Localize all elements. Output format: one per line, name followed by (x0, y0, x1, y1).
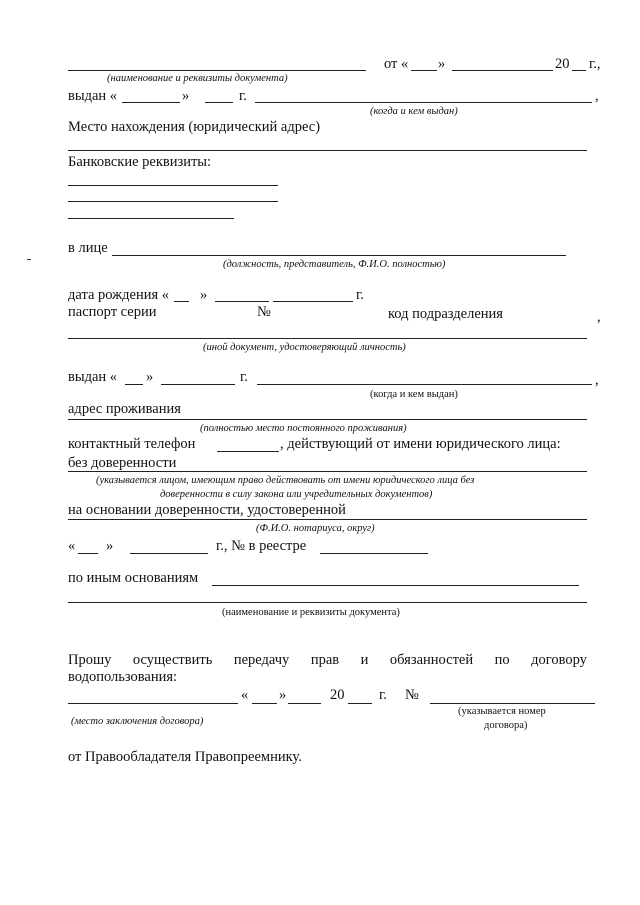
person-issued-by-line[interactable] (257, 384, 592, 385)
person-issued-label: выдан « (68, 369, 118, 385)
no-power-line[interactable] (68, 471, 587, 472)
contract-year-prefix: 20 (330, 687, 345, 703)
from-day-line[interactable] (411, 70, 437, 71)
from-year-line[interactable] (572, 70, 586, 71)
power-registry-label: г., № в реестре (216, 538, 307, 554)
address-label: адрес проживания (68, 401, 181, 417)
issued-caption: (когда и кем выдан) (370, 106, 458, 117)
request-word: и (360, 652, 369, 668)
person-issued-caption: (когда и кем выдан) (370, 389, 458, 400)
person-issued-comma: , (595, 372, 599, 388)
location-line[interactable] (68, 150, 587, 151)
contract-number-caption-2: договора) (484, 720, 528, 731)
division-label: код подразделения (388, 306, 503, 322)
registry-number-line[interactable] (320, 553, 428, 554)
from-quote-close: » (438, 56, 446, 72)
issued-quote-close: » (182, 88, 190, 104)
notary-caption: (Ф.И.О. нотариуса, округ) (256, 523, 375, 534)
birth-quote-close: » (200, 287, 208, 303)
margin-mark (27, 259, 31, 260)
location-label: Место нахождения (юридический адрес) (68, 119, 321, 135)
contract-quote-open: « (241, 687, 249, 703)
power-quote-close: » (106, 538, 114, 554)
contract-year-line[interactable] (348, 703, 372, 704)
person-issued-quote-close: » (146, 369, 154, 385)
person-issued-year: г. (240, 369, 248, 385)
power-quote-open: « (68, 538, 76, 554)
no-power-caption-1: (указывается лицом, имеющим право действовать от имени юридического лица без (96, 475, 475, 486)
birth-year-line[interactable] (273, 301, 353, 302)
request-line-2: водопользования: (68, 669, 178, 685)
contract-day-line[interactable] (252, 703, 277, 704)
issued-comma: , (595, 88, 599, 104)
contract-number-caption-1: (указывается номер (458, 706, 546, 717)
contract-year-suffix: г. (379, 687, 387, 703)
request-word: Прошу (68, 652, 112, 668)
birth-day-line[interactable] (174, 301, 189, 302)
request-word: договору (531, 652, 587, 668)
division-comma: , (597, 309, 601, 325)
contract-number-line[interactable] (430, 703, 595, 704)
other-grounds-label: по иным основаниям (68, 570, 199, 586)
issued-day-line[interactable] (122, 102, 180, 103)
passport-label: паспорт серии (68, 304, 157, 320)
from-year-prefix: 20 (555, 56, 570, 72)
phone-suffix: , действующий от имени юридического лица: (280, 436, 561, 452)
in-person-label: в лице (68, 240, 108, 256)
from-label: от « (384, 56, 409, 72)
contract-month-line[interactable] (288, 703, 321, 704)
request-word: осуществить (132, 652, 213, 668)
passport-number-sign: № (257, 304, 271, 320)
birth-year: г. (356, 287, 364, 303)
other-grounds-caption: (наименование и реквизиты документа) (222, 607, 400, 618)
bank-line-1[interactable] (68, 185, 278, 186)
document-name-line[interactable] (68, 70, 366, 71)
issued-month-line[interactable] (205, 102, 233, 103)
request-word: по (494, 652, 510, 668)
document-name-caption: (наименование и реквизиты документа) (107, 73, 288, 84)
person-issued-month-line[interactable] (161, 384, 235, 385)
request-closing: от Правообладателя Правопреемнику. (68, 749, 302, 765)
birth-month-line[interactable] (215, 301, 269, 302)
address-line[interactable] (68, 419, 587, 420)
identity-document-line[interactable] (68, 338, 587, 339)
from-year-suffix: г., (589, 56, 601, 72)
person-issued-day-line[interactable] (125, 384, 143, 385)
issued-label: выдан « (68, 88, 118, 104)
request-word: передачу (233, 652, 290, 668)
phone-label: контактный телефон (68, 436, 196, 452)
request-line-1 (68, 652, 587, 669)
issued-year: г. (239, 88, 247, 104)
power-day-line[interactable] (78, 553, 98, 554)
other-grounds-line-2[interactable] (68, 602, 587, 603)
request-word: прав (310, 652, 340, 668)
no-power-caption-2: доверенности в силу закона или учредительных документов) (160, 489, 433, 500)
request-word: обязанностей (389, 652, 474, 668)
power-label: на основании доверенности, удостоверенной (68, 502, 346, 518)
contract-place-line[interactable] (68, 703, 238, 704)
power-month-line[interactable] (130, 553, 208, 554)
in-person-caption: (должность, представитель, Ф.И.О. полностью) (223, 259, 446, 270)
other-grounds-line-1[interactable] (212, 585, 579, 586)
address-caption: (полностью место постоянного проживания) (200, 423, 407, 434)
birth-label: дата рождения « (68, 287, 170, 303)
bank-label: Банковские реквизиты: (68, 154, 212, 170)
contract-quote-close: » (279, 687, 287, 703)
contract-place-caption: (место заключения договора) (71, 716, 204, 727)
contract-number-sign: № (405, 687, 419, 703)
no-power-label: без доверенности (68, 455, 177, 471)
phone-line[interactable] (217, 451, 279, 452)
other-document-caption: (иной документ, удостоверяющий личность) (203, 342, 406, 353)
from-month-line[interactable] (452, 70, 553, 71)
bank-line-3[interactable] (68, 218, 234, 219)
in-person-line[interactable] (112, 255, 566, 256)
power-line[interactable] (68, 519, 587, 520)
issued-by-line[interactable] (255, 102, 592, 103)
bank-line-2[interactable] (68, 201, 278, 202)
